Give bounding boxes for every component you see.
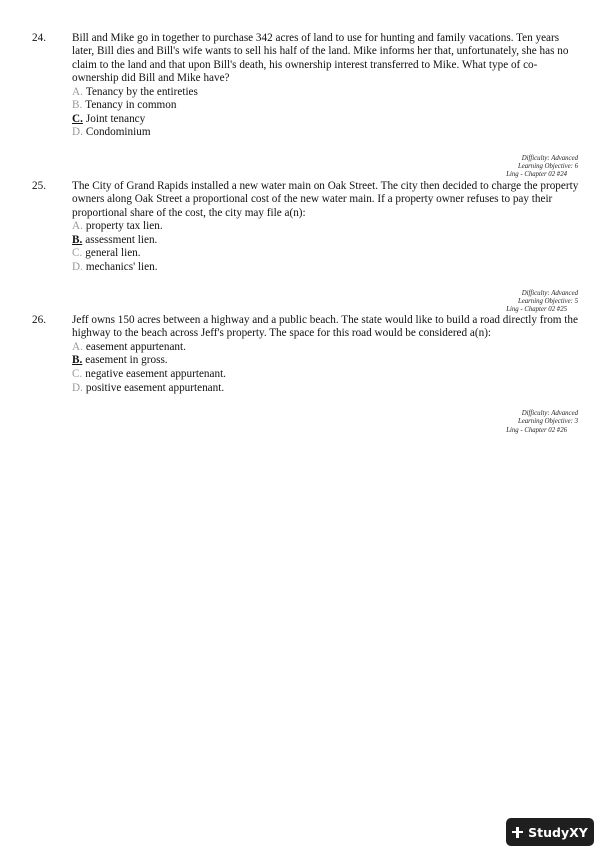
option-text: negative easement appurtenant. <box>85 368 226 380</box>
question-25 <box>32 180 580 314</box>
plus-icon <box>512 827 523 838</box>
option-b <box>72 99 580 113</box>
option-text: general lien. <box>85 247 141 260</box>
question-metadata <box>32 410 580 435</box>
option-text: property tax lien. <box>85 220 163 233</box>
answer-options <box>72 341 580 395</box>
learning-objective-label: Learning Objective: 5 <box>517 297 578 305</box>
question-text: The City of Grand Rapids installed a new water main on Oak Street. The city then decided to charge the property owners along Oak Street a proportional cost of the new water main. If a property owner refuses to pay their proportional share of the cost, the city may file a(n): <box>72 180 579 219</box>
learning-objective-label: Learning Objective: 3 <box>517 418 578 426</box>
option-letter: C. <box>72 247 83 260</box>
option-d <box>72 382 580 396</box>
answer-options <box>72 86 580 140</box>
option-d <box>72 261 580 275</box>
question-text: Bill and Mike go in together to purchase 342 acres of land to use for hunting and family vacations. Ten years later, Bill dies and Bill's wife wants to sell his half of the land. Mike informs her that, unfortunately, she has no claim to the land and that upon Bill's death, his ownership interest transferred to Mike. What type of co-ownership did Bill and Mike have? <box>72 32 569 85</box>
option-c-correct <box>72 113 580 127</box>
option-a <box>72 341 580 355</box>
question-number: 25. <box>32 180 46 192</box>
question-number: 24. <box>32 32 46 44</box>
question-text: Jeff owns 150 acres between a highway and a public beach. The state would like to build a road directly from the highway to the beach across Jeff's property. The space for this road would be considered a(n): <box>72 314 578 340</box>
option-text: mechanics' lien. <box>85 261 158 273</box>
option-letter: D. <box>72 126 83 139</box>
difficulty-label: Difficulty: Advanced <box>521 410 578 418</box>
answer-options <box>72 220 580 274</box>
option-letter: A. <box>72 220 83 233</box>
option-text: easement in gross. <box>85 354 168 367</box>
option-text: easement appurtenant. <box>85 340 186 353</box>
option-text: positive easement appurtenant. <box>85 381 225 394</box>
option-c <box>72 368 580 382</box>
chapter-reference: Ling - Chapter 02 #25 <box>506 306 567 313</box>
option-text: Condominium <box>85 126 151 139</box>
learning-objective-label: Learning Objective: 6 <box>517 163 578 171</box>
option-letter: A. <box>72 85 83 98</box>
option-letter: B. <box>72 99 83 112</box>
option-a <box>72 86 580 100</box>
option-text: Tenancy by the entireties <box>85 85 198 98</box>
option-text: assessment lien. <box>85 233 158 246</box>
option-letter: C. <box>72 368 83 380</box>
question-metadata <box>32 155 580 180</box>
option-text: Joint tenancy <box>85 112 146 125</box>
option-text: Tenancy in common <box>85 99 177 112</box>
question-24 <box>32 32 580 180</box>
difficulty-label: Difficulty: Advanced <box>521 289 578 297</box>
question-26 <box>32 314 580 435</box>
question-metadata <box>32 290 580 315</box>
chapter-reference: Ling - Chapter 02 #24 <box>506 171 567 179</box>
option-letter: D. <box>72 381 83 394</box>
option-letter-correct: B. <box>72 233 83 246</box>
difficulty-label: Difficulty: Advanced <box>521 155 578 162</box>
studyxy-logo[interactable] <box>506 818 594 846</box>
option-b-correct <box>72 234 580 248</box>
option-b-correct <box>72 354 580 368</box>
question-number: 26. <box>32 314 46 326</box>
option-c <box>72 247 580 261</box>
option-d <box>72 126 580 140</box>
option-letter-correct: B. <box>72 354 83 367</box>
option-letter-correct: C. <box>72 112 83 125</box>
option-a <box>72 220 580 234</box>
chapter-reference: Ling - Chapter 02 #26 <box>506 426 567 434</box>
logo-text: StudyXY <box>528 824 588 840</box>
option-letter: D. <box>72 261 83 273</box>
option-letter: A. <box>72 340 83 353</box>
